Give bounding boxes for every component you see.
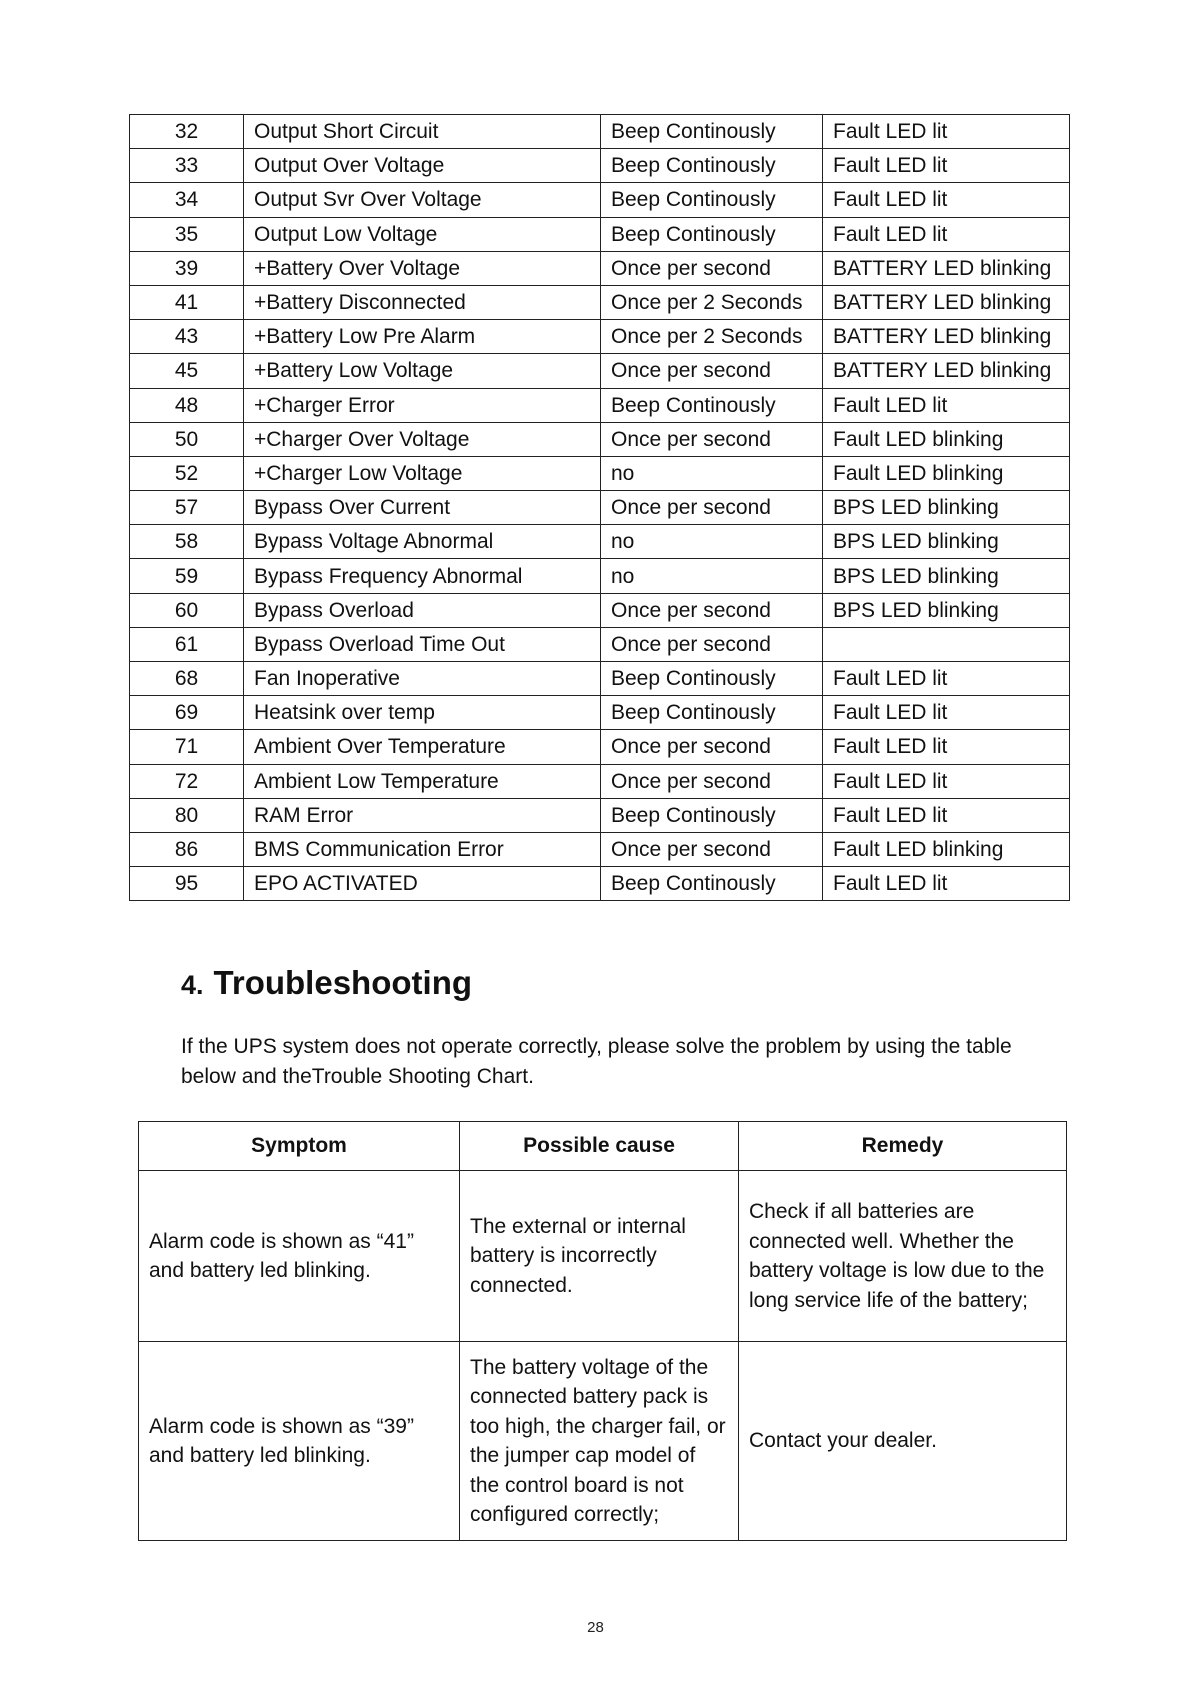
indicator-cell: Fault LED blinking <box>823 456 1070 490</box>
alarm-code-cell: 50 <box>130 422 244 456</box>
cause-cell: The external or internal battery is incorrectly connected. <box>460 1171 739 1342</box>
alarm-code-cell: 59 <box>130 559 244 593</box>
buzzer-cell: Beep Continously <box>601 798 823 832</box>
alarm-code-cell: 71 <box>130 730 244 764</box>
alarm-row <box>130 456 1070 490</box>
alarm-code-cell: 52 <box>130 456 244 490</box>
alarm-row <box>130 285 1070 319</box>
alarm-row <box>130 251 1070 285</box>
alarm-condition-cell: +Battery Low Pre Alarm <box>244 320 601 354</box>
indicator-cell: BPS LED blinking <box>823 525 1070 559</box>
indicator-cell: Fault LED lit <box>823 764 1070 798</box>
alarm-code-cell: 86 <box>130 832 244 866</box>
alarm-code-cell: 35 <box>130 217 244 251</box>
alarm-row <box>130 422 1070 456</box>
buzzer-cell: Once per 2 Seconds <box>601 320 823 354</box>
alarm-code-cell: 32 <box>130 115 244 149</box>
alarm-code-cell: 34 <box>130 183 244 217</box>
indicator-cell: Fault LED lit <box>823 798 1070 832</box>
indicator-cell: BPS LED blinking <box>823 491 1070 525</box>
buzzer-cell: Once per second <box>601 627 823 661</box>
alarm-row <box>130 798 1070 832</box>
indicator-cell: Fault LED lit <box>823 388 1070 422</box>
alarm-condition-cell: +Charger Over Voltage <box>244 422 601 456</box>
alarm-row <box>130 764 1070 798</box>
alarm-row <box>130 115 1070 149</box>
alarm-row <box>130 627 1070 661</box>
alarm-row <box>130 730 1070 764</box>
alarm-code-cell: 69 <box>130 696 244 730</box>
alarm-row <box>130 559 1070 593</box>
indicator-cell: BATTERY LED blinking <box>823 251 1070 285</box>
indicator-cell: Fault LED lit <box>823 115 1070 149</box>
indicator-cell: Fault LED lit <box>823 149 1070 183</box>
buzzer-cell: no <box>601 525 823 559</box>
alarm-condition-cell: Bypass Overload Time Out <box>244 627 601 661</box>
alarm-row <box>130 149 1070 183</box>
indicator-cell: Fault LED lit <box>823 662 1070 696</box>
alarm-condition-cell: Output Over Voltage <box>244 149 601 183</box>
symptom-cell: Alarm code is shown as “41” and battery led blinking. <box>139 1171 460 1342</box>
section-number: 4. <box>181 970 204 1000</box>
alarm-code-cell: 33 <box>130 149 244 183</box>
alarm-condition-cell: Bypass Over Current <box>244 491 601 525</box>
indicator-cell: Fault LED lit <box>823 217 1070 251</box>
buzzer-cell: Beep Continously <box>601 115 823 149</box>
header-remedy: Remedy <box>739 1122 1067 1171</box>
section-intro: If the UPS system does not operate correctly, please solve the problem by using the table below and theTrouble Shooting Chart. <box>181 1035 1012 1088</box>
buzzer-cell: Once per second <box>601 491 823 525</box>
alarm-row <box>130 217 1070 251</box>
alarm-condition-cell: EPO ACTIVATED <box>244 867 601 901</box>
page-number: 28 <box>587 1619 604 1636</box>
alarm-row <box>130 525 1070 559</box>
alarm-code-cell: 61 <box>130 627 244 661</box>
buzzer-cell: Once per second <box>601 593 823 627</box>
alarm-row <box>130 696 1070 730</box>
buzzer-cell: no <box>601 456 823 490</box>
troubleshooting-header-row <box>139 1122 1067 1171</box>
buzzer-cell: Beep Continously <box>601 696 823 730</box>
indicator-cell <box>823 627 1070 661</box>
alarm-row <box>130 354 1070 388</box>
troubleshooting-row <box>139 1342 1067 1541</box>
remedy-cell: Contact your dealer. <box>739 1342 1067 1541</box>
alarm-condition-cell: Ambient Over Temperature <box>244 730 601 764</box>
alarm-code-cell: 60 <box>130 593 244 627</box>
alarm-row <box>130 662 1070 696</box>
alarm-code-cell: 39 <box>130 251 244 285</box>
indicator-cell: Fault LED lit <box>823 730 1070 764</box>
alarm-code-cell: 48 <box>130 388 244 422</box>
alarm-code-cell: 41 <box>130 285 244 319</box>
buzzer-cell: Once per 2 Seconds <box>601 285 823 319</box>
buzzer-cell: Beep Continously <box>601 149 823 183</box>
alarm-condition-cell: Ambient Low Temperature <box>244 764 601 798</box>
alarm-condition-cell: +Charger Error <box>244 388 601 422</box>
alarm-condition-cell: Heatsink over temp <box>244 696 601 730</box>
troubleshooting-table <box>138 1121 1067 1541</box>
indicator-cell: Fault LED lit <box>823 696 1070 730</box>
alarm-code-cell: 57 <box>130 491 244 525</box>
indicator-cell: BATTERY LED blinking <box>823 285 1070 319</box>
cause-cell: The battery voltage of the connected battery pack is too high, the charger fail, or the jumper cap model of the control board is not configured correctly; <box>460 1342 739 1541</box>
alarm-row <box>130 832 1070 866</box>
alarm-condition-cell: Output Low Voltage <box>244 217 601 251</box>
alarm-code-cell: 58 <box>130 525 244 559</box>
alarm-condition-cell: +Battery Low Voltage <box>244 354 601 388</box>
buzzer-cell: no <box>601 559 823 593</box>
buzzer-cell: Once per second <box>601 422 823 456</box>
indicator-cell: BPS LED blinking <box>823 559 1070 593</box>
indicator-cell: Fault LED blinking <box>823 832 1070 866</box>
alarm-row <box>130 388 1070 422</box>
indicator-cell: BPS LED blinking <box>823 593 1070 627</box>
alarm-condition-cell: Bypass Frequency Abnormal <box>244 559 601 593</box>
alarm-code-cell: 80 <box>130 798 244 832</box>
alarm-condition-cell: Bypass Overload <box>244 593 601 627</box>
buzzer-cell: Beep Continously <box>601 388 823 422</box>
buzzer-cell: Beep Continously <box>601 662 823 696</box>
header-possible-cause: Possible cause <box>460 1122 739 1171</box>
alarm-row <box>130 867 1070 901</box>
header-symptom: Symptom <box>139 1122 460 1171</box>
alarm-condition-cell: BMS Communication Error <box>244 832 601 866</box>
alarm-condition-cell: Bypass Voltage Abnormal <box>244 525 601 559</box>
remedy-cell: Check if all batteries are connected well. Whether the battery voltage is low due to the long service life of the battery; <box>739 1171 1067 1342</box>
indicator-cell: BATTERY LED blinking <box>823 320 1070 354</box>
alarm-code-cell: 68 <box>130 662 244 696</box>
section-title: Troubleshooting <box>213 964 473 1001</box>
alarm-code-cell: 95 <box>130 867 244 901</box>
buzzer-cell: Once per second <box>601 764 823 798</box>
alarm-code-table <box>129 114 1070 901</box>
alarm-condition-cell: Output Svr Over Voltage <box>244 183 601 217</box>
buzzer-cell: Beep Continously <box>601 217 823 251</box>
indicator-cell: Fault LED lit <box>823 183 1070 217</box>
buzzer-cell: Once per second <box>601 730 823 764</box>
alarm-condition-cell: +Battery Disconnected <box>244 285 601 319</box>
buzzer-cell: Once per second <box>601 251 823 285</box>
alarm-row <box>130 593 1070 627</box>
alarm-row <box>130 320 1070 354</box>
alarm-code-cell: 72 <box>130 764 244 798</box>
alarm-row <box>130 491 1070 525</box>
buzzer-cell: Once per second <box>601 354 823 388</box>
alarm-code-cell: 45 <box>130 354 244 388</box>
alarm-condition-cell: RAM Error <box>244 798 601 832</box>
indicator-cell: Fault LED blinking <box>823 422 1070 456</box>
alarm-condition-cell: +Charger Low Voltage <box>244 456 601 490</box>
troubleshooting-row <box>139 1171 1067 1342</box>
buzzer-cell: Once per second <box>601 832 823 866</box>
indicator-cell: Fault LED lit <box>823 867 1070 901</box>
alarm-condition-cell: +Battery Over Voltage <box>244 251 601 285</box>
alarm-row <box>130 183 1070 217</box>
indicator-cell: BATTERY LED blinking <box>823 354 1070 388</box>
alarm-code-table-body <box>130 115 1070 901</box>
buzzer-cell: Beep Continously <box>601 867 823 901</box>
buzzer-cell: Beep Continously <box>601 183 823 217</box>
section-heading <box>181 963 472 1003</box>
alarm-condition-cell: Fan Inoperative <box>244 662 601 696</box>
alarm-condition-cell: Output Short Circuit <box>244 115 601 149</box>
alarm-code-cell: 43 <box>130 320 244 354</box>
symptom-cell: Alarm code is shown as “39” and battery led blinking. <box>139 1342 460 1541</box>
